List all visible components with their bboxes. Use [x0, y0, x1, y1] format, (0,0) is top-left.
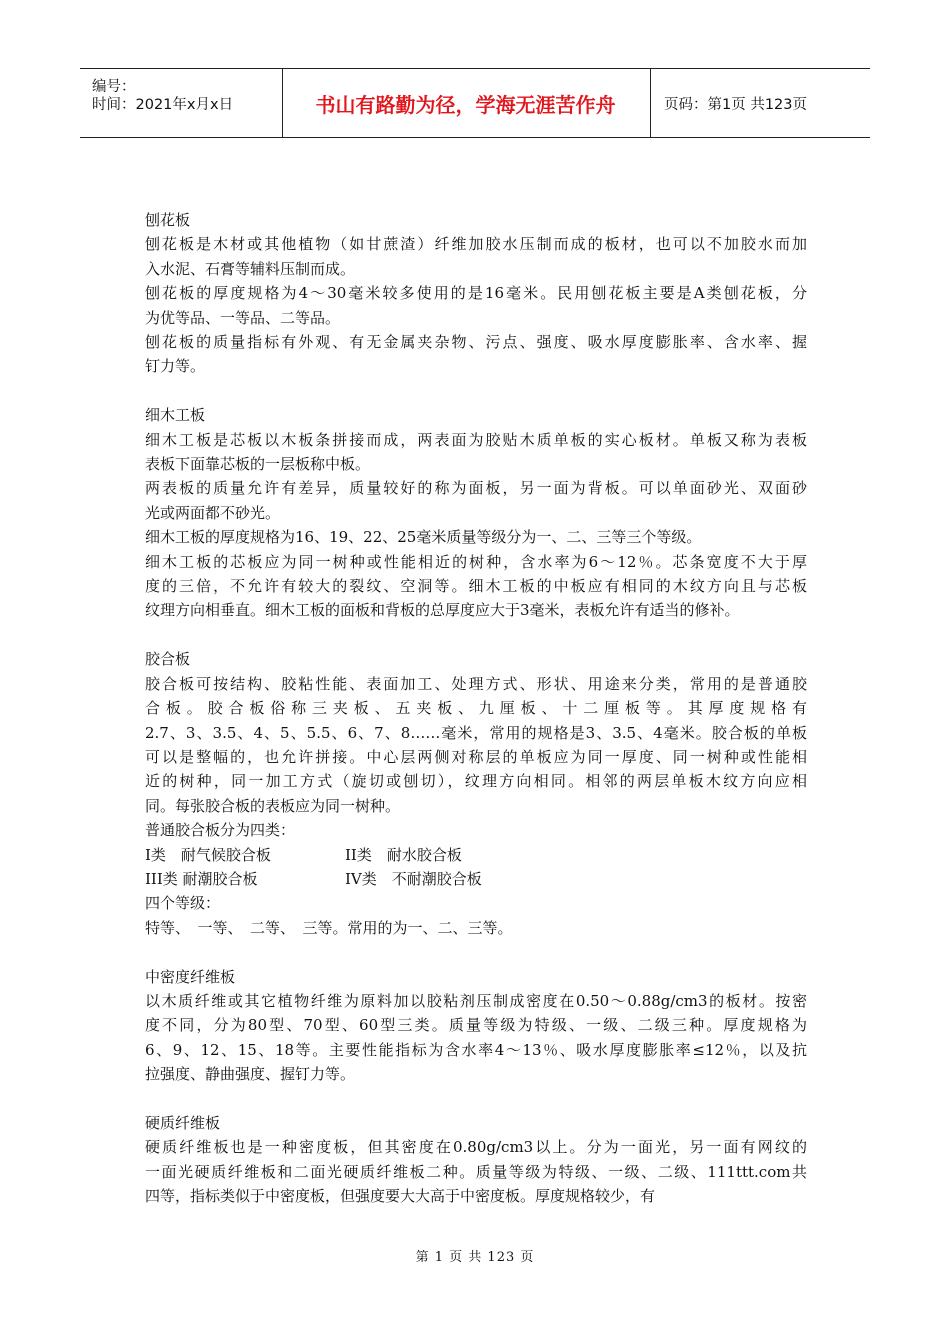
paragraph-line: 细木工板是芯板以木板条拼接而成，两表面为胶贴木质单板的实心板材。单板又称为表板 — [145, 430, 807, 449]
paragraph-line: 细木工板的厚度规格为16、19、22、25毫米质量等级分为一、二、三等三个等级。 — [145, 528, 702, 547]
paragraph-line: 6、9、12、15、18等。主要性能指标为含水率4～13％、吸水厚度膨胀率≤12％，以及抗 — [145, 1040, 807, 1059]
paragraph-line: 同。每张胶合板的表板应为同一树种。 — [145, 796, 401, 815]
paragraph-line: 四等，指标类似于中密度板，但强度要大大高于中密度板。厚度规格较少，有 — [145, 1187, 656, 1206]
paragraph — [145, 232, 807, 281]
paragraph — [145, 672, 807, 818]
paragraph-line: 光或两面都不砂光。 — [145, 503, 281, 522]
section — [145, 965, 807, 1087]
paragraph-line: 纹理方向相垂直。细木工板的面板和背板的总厚度应大于3毫米，表板允许有适当的修补。 — [145, 601, 740, 620]
paragraph — [145, 989, 807, 1087]
paragraph-line: 刨花板的质量指标有外观、有无金属夹杂物、污点、强度、吸水厚度膨胀率、含水率、握 — [145, 333, 807, 352]
section-title: 中密度纤维板 — [145, 967, 236, 986]
class-item: I类 耐气候胶合板 — [145, 845, 271, 864]
number-label: 编号： — [92, 79, 136, 95]
paragraph-line: 硬质纤维板也是一种密度板，但其密度在0.80g/cm3以上。分为一面光，另一面有网纹的 — [145, 1138, 807, 1157]
document-body — [145, 208, 807, 1209]
paragraph — [145, 550, 807, 623]
paragraph-line: 以木质纤维或其它植物纤维为原料加以胶粘剂压制成密度在0.50～0.88g/cm3的板材。按密 — [145, 991, 807, 1010]
date-label: 时间：2021年x月x日 — [92, 97, 234, 113]
paragraph — [145, 281, 807, 330]
paragraph — [145, 428, 807, 477]
paragraph — [145, 476, 807, 525]
paragraph-line: 刨花板是木材或其他植物（如甘蔗渣）纤维加胶水压制而成的板材，也可以不加胶水而加 — [145, 235, 807, 254]
paragraph-line: 为优等品、一等品、二等品。 — [145, 308, 341, 327]
paragraph-line: 普通胶合板分为四类： — [145, 821, 296, 840]
paragraph-line: 表板下面靠芯板的一层板称中板。 — [145, 455, 371, 474]
paragraph-line: 可以是整幅的，也允许拼接。中心层两侧对称层的单板应为同一厚度、同一树种或性能相 — [145, 747, 807, 766]
paragraph-line: 合板。胶合板俗称三夹板、五夹板、九厘板、十二厘板等。其厚度规格有 — [145, 699, 807, 718]
section-title: 胶合板 — [145, 650, 191, 669]
paragraph-line: 入水泥、石膏等辅料压制而成。 — [145, 259, 356, 278]
page-footer: 第 1 页 共 123 页 — [415, 1250, 535, 1265]
paragraph-line: 钉力等。 — [145, 357, 206, 376]
class-item: IV类 不耐潮胶合板 — [345, 869, 482, 888]
section-title: 硬质纤维板 — [145, 1113, 221, 1132]
section — [145, 403, 807, 623]
class-item: III类 耐潮胶合板 — [145, 869, 258, 888]
paragraph-line: 度的三倍，不允许有较大的裂纹、空洞等。细木工板的中板应有相同的木纹方向且与芯板 — [145, 577, 807, 596]
paragraph-line: 两表板的质量允许有差异，质量较好的称为面板，另一面为背板。可以单面砂光、双面砂 — [145, 479, 807, 498]
header-meta — [80, 69, 282, 137]
paragraph-line: 细木工板的芯板应为同一树种或性能相近的树种，含水率为6～12％。芯条宽度不大于厚 — [145, 552, 807, 571]
paragraph-line: 胶合板可按结构、胶粘性能、表面加工、处理方式、形状、用途来分类，常用的是普通胶 — [145, 674, 807, 693]
section — [145, 1111, 807, 1209]
grades-title: 四个等级： — [145, 894, 221, 913]
class-row — [145, 867, 807, 891]
section-title: 刨花板 — [145, 211, 191, 229]
paragraph-line: 一面光硬质纤维板和二面光硬质纤维板二种。质量等级为特级、一级、二级、111ttt.com共 — [145, 1162, 807, 1181]
header-motto: 书山有路勤为径，学海无涯苦作舟 — [315, 92, 616, 117]
paragraph-line: 度不同，分为80型、70型、60型三类。质量等级为特级、一级、二级三种。厚度规格为 — [145, 1016, 807, 1035]
grades-text: 特等、 一等、 二等、 三等。常用的为一、二、三等。 — [145, 918, 513, 937]
class-item: II类 耐水胶合板 — [345, 845, 462, 864]
paragraph — [145, 330, 807, 379]
paragraph-line: 刨花板的厚度规格为4～30毫米较多使用的是16毫米。民用刨花板主要是A类刨花板，分 — [145, 284, 807, 303]
section-title: 细木工板 — [145, 406, 206, 425]
section — [145, 208, 807, 379]
paragraph — [145, 818, 807, 842]
header-page-info: 页码：第1页 共123页 — [664, 96, 808, 113]
paragraph — [145, 1135, 807, 1208]
paragraph-line: 近的树种，同一加工方式（旋切或刨切），纹理方向相同。相邻的两层单板木纹方向应相 — [145, 772, 807, 791]
header-divider — [650, 69, 651, 137]
paragraph — [145, 525, 807, 549]
section — [145, 647, 807, 940]
paragraph-line: 2.7、3、3.5、4、5、5.5、6、7、8……毫米，常用的规格是3、3.5、4毫米。胶合板的单板 — [145, 723, 807, 742]
page-header — [80, 68, 870, 138]
class-row — [145, 843, 807, 867]
paragraph-line: 拉强度、静曲强度、握钉力等。 — [145, 1065, 356, 1084]
